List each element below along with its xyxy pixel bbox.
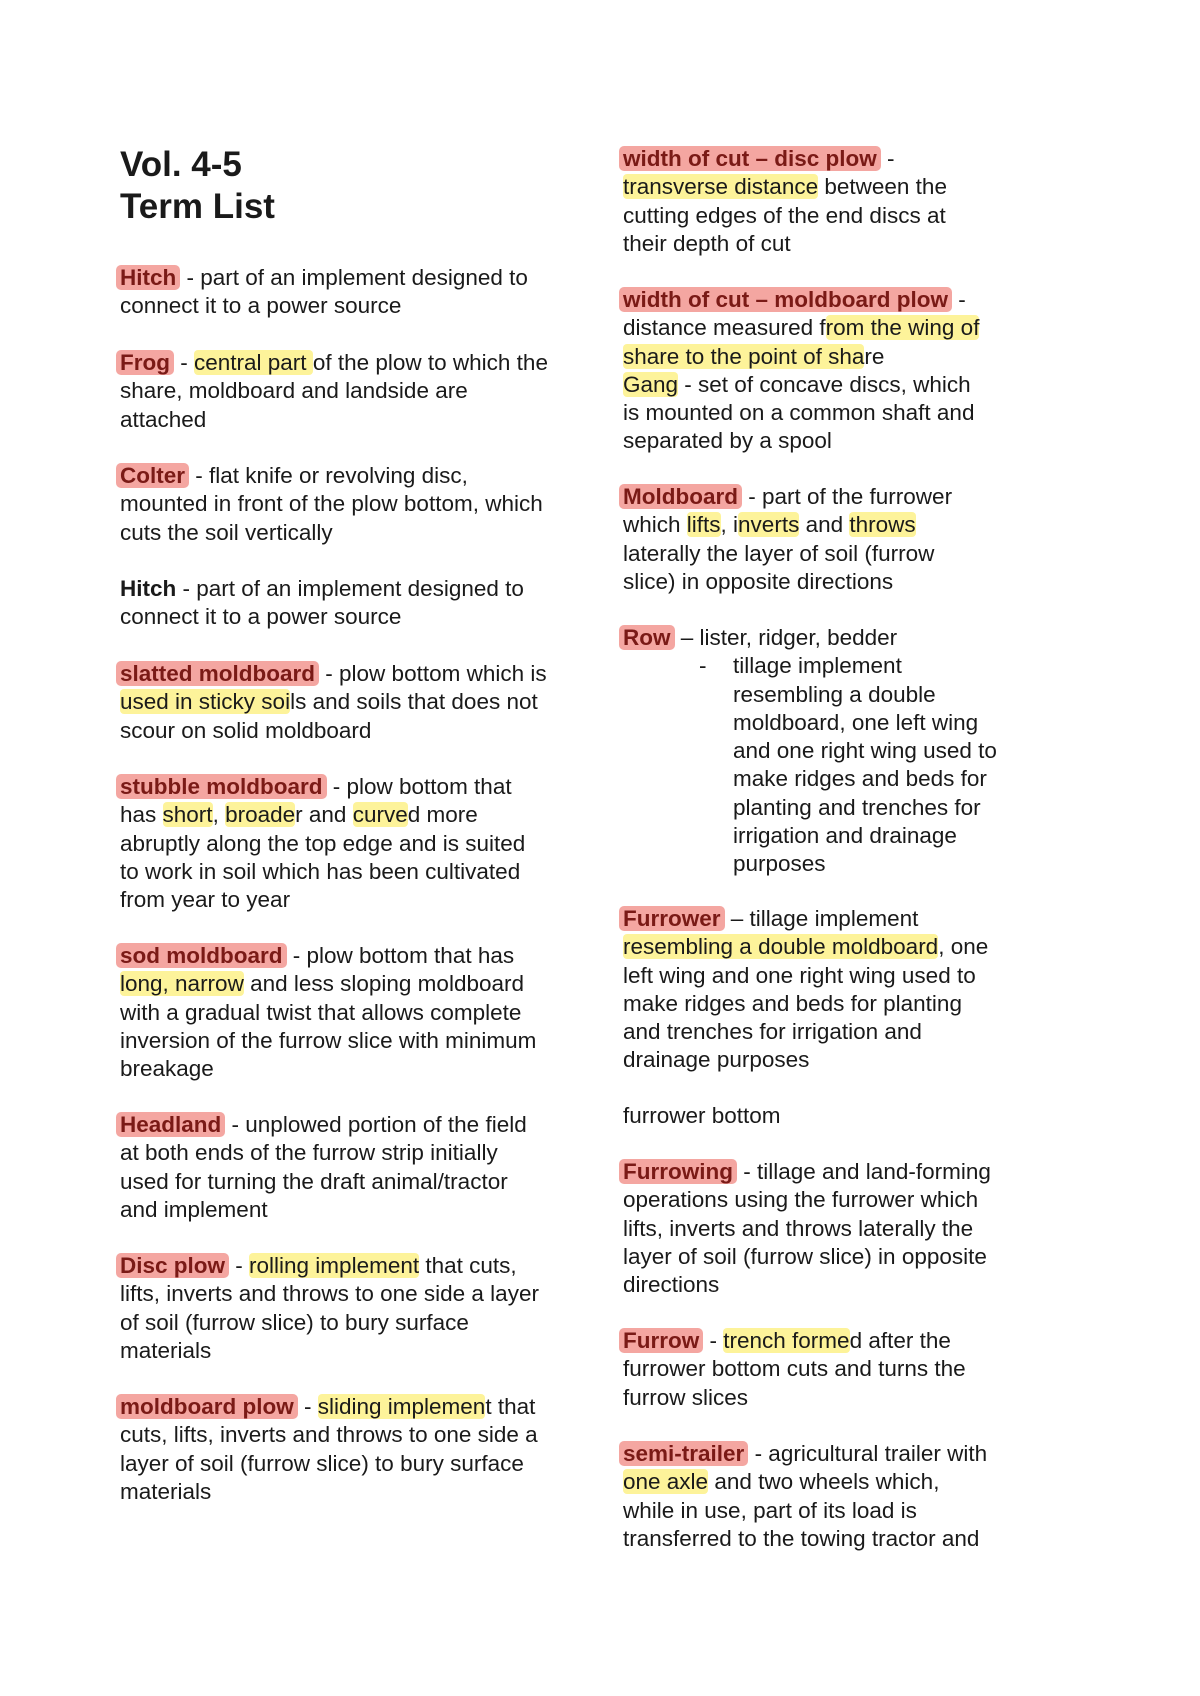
definition-text: and two wheels which, <box>708 1469 940 1495</box>
highlighted-text: trench forme <box>723 1328 850 1353</box>
highlighted-text: throws <box>849 512 916 538</box>
definition-text: - <box>229 1253 250 1278</box>
term-entry <box>623 1102 1043 1130</box>
text-line <box>623 681 1043 709</box>
text-line <box>120 1055 590 1083</box>
highlighted-text: lifts <box>686 512 721 538</box>
term-name: Disc plow <box>116 1253 229 1278</box>
term-entry <box>120 462 590 547</box>
highlighted-text: used in sticky soi <box>120 689 291 715</box>
definition-text: connect it to a power source <box>120 293 402 319</box>
text-line <box>623 371 1043 399</box>
definition-text: separated by a spool <box>623 428 832 454</box>
definition-text: - tillage and land-forming <box>736 1159 991 1184</box>
definition-text: and <box>799 512 850 538</box>
definition-text: operations using the furrower which <box>623 1187 979 1213</box>
title-line-volume: Vol. 4-5 <box>120 145 242 184</box>
definition-text: while in use, part of its load is <box>623 1497 917 1523</box>
highlighted-text: transverse distance <box>623 174 819 200</box>
term-entry <box>623 145 1043 258</box>
definition-text: lifts, inverts and throws to one side a layer <box>120 1281 539 1307</box>
text-line <box>623 343 1043 371</box>
definition-text: , <box>212 802 226 828</box>
highlighted-text: Gang <box>623 371 679 397</box>
text-line <box>120 1168 590 1196</box>
text-line <box>120 942 590 970</box>
definition-text: – tillage implement <box>724 906 919 931</box>
text-line <box>120 292 590 320</box>
text-line <box>120 264 590 292</box>
definition-text: - plow bottom which is <box>319 661 547 686</box>
term-name: Hitch <box>116 265 180 290</box>
highlighted-text: curve <box>352 802 408 828</box>
term-name: width of cut – moldboard plow <box>619 287 952 312</box>
title-line-term-list: Term List <box>120 187 275 226</box>
text-line <box>120 830 590 858</box>
definition-text: irrigation and drainage <box>733 823 957 849</box>
definition-text: connect it to a power source <box>120 604 402 630</box>
text-line <box>623 765 1043 793</box>
text-line <box>623 624 1043 652</box>
definition-text: - <box>297 1394 318 1419</box>
definition-text: of soil (furrow slice) to bury surface <box>120 1309 469 1335</box>
definition-text: directions <box>623 1272 720 1298</box>
text-line <box>623 1327 1043 1355</box>
text-line <box>623 511 1043 539</box>
term-name: Row <box>619 625 675 650</box>
text-line <box>120 1027 590 1055</box>
definition-text: drainage purposes <box>623 1047 810 1073</box>
page-title <box>120 144 275 228</box>
definition-text: make ridges and beds for planting <box>623 990 962 1016</box>
term-entry <box>120 264 590 321</box>
term-entry <box>120 773 590 914</box>
definition-text: breakage <box>120 1056 214 1082</box>
definition-text: - <box>174 350 194 375</box>
text-line <box>120 1450 590 1478</box>
text-line <box>623 1046 1043 1074</box>
text-line <box>120 999 590 1027</box>
text-line <box>623 794 1043 822</box>
definition-text: - <box>703 1328 724 1353</box>
definition-text: share, moldboard and landside are <box>120 378 468 404</box>
text-line <box>623 1215 1043 1243</box>
term-name: Furrow <box>619 1328 703 1353</box>
definition-text: re <box>864 343 885 369</box>
text-line <box>623 1018 1043 1046</box>
definition-text: make ridges and beds for <box>733 766 987 792</box>
highlighted-text: rom the wing of <box>825 315 980 341</box>
definition-text: laterally the layer of soil (furrow <box>623 540 935 566</box>
definition-text: - <box>951 287 966 312</box>
term-entry <box>623 1327 1043 1412</box>
definition-text: layer of soil (furrow slice) to bury surface <box>120 1450 524 1476</box>
text-line <box>623 286 1043 314</box>
term-name: Furrower <box>619 906 725 931</box>
text-line <box>120 1421 590 1449</box>
definition-text: left wing and one right wing used to <box>623 962 976 988</box>
term-name: Colter <box>116 463 189 488</box>
definition-text: cuts, lifts, inverts and throws to one side a <box>120 1422 538 1448</box>
text-line <box>120 603 590 631</box>
text-line <box>120 717 590 745</box>
definition-text: moldboard, one left wing <box>733 709 979 735</box>
definition-text: and one right wing used to <box>733 738 997 764</box>
definition-text: - unplowed portion of the field <box>225 1112 527 1137</box>
term-entry <box>623 286 1043 456</box>
definition-text: layer of soil (furrow slice) in opposite <box>623 1243 987 1269</box>
definition-text: - part of an implement designed to <box>180 265 528 290</box>
text-line <box>120 1337 590 1365</box>
definition-text: furrower bottom cuts and turns the <box>623 1356 966 1382</box>
definition-text: - part of an implement designed to <box>176 576 524 601</box>
text-line <box>623 483 1043 511</box>
bullet-dash: - <box>699 653 707 679</box>
text-line <box>120 970 590 998</box>
definition-text: furrower bottom <box>623 1103 781 1128</box>
definition-text: cutting edges of the end discs at <box>623 202 946 228</box>
text-line <box>623 540 1043 568</box>
term-entry <box>120 942 590 1083</box>
text-line <box>623 1468 1043 1496</box>
text-line <box>120 575 590 603</box>
definition-text: used for turning the draft animal/tractor <box>120 1168 508 1194</box>
definition-text: - plow bottom that has <box>286 943 515 968</box>
text-line <box>623 145 1043 173</box>
text-line <box>623 652 1043 680</box>
term-entry <box>120 1393 590 1506</box>
definition-text: inversion of the furrow slice with minimum <box>120 1027 537 1053</box>
highlighted-text: rolling implement <box>249 1253 420 1278</box>
term-name: Headland <box>116 1112 225 1137</box>
definition-text: slice) in opposite directions <box>623 568 894 594</box>
definition-text: and less sloping moldboard <box>243 971 525 997</box>
highlighted-text: one axle <box>623 1469 709 1495</box>
term-entry <box>120 575 590 632</box>
text-line <box>623 1158 1043 1186</box>
text-line <box>623 1384 1043 1412</box>
text-line <box>623 1525 1043 1553</box>
text-line <box>120 462 590 490</box>
definition-text: which <box>623 512 687 538</box>
definition-text: mounted in front of the plow bottom, which <box>120 491 543 517</box>
text-line <box>623 1243 1043 1271</box>
definition-text: has <box>120 802 163 828</box>
text-line <box>623 962 1043 990</box>
text-line <box>120 1111 590 1139</box>
text-line <box>120 1393 590 1421</box>
text-line <box>623 905 1043 933</box>
text-line <box>623 1355 1043 1383</box>
text-line <box>623 427 1043 455</box>
term-name: Furrowing <box>619 1159 737 1184</box>
definition-text: to work in soil which has been cultivated <box>120 858 521 884</box>
term-entry <box>623 905 1043 1075</box>
text-line <box>623 709 1043 737</box>
term-entry <box>120 349 590 434</box>
definition-text: tillage implement <box>733 653 902 679</box>
term-entry <box>120 660 590 745</box>
definition-text: is mounted on a common shaft and <box>623 400 975 426</box>
highlighted-text: long, narrow <box>120 971 244 997</box>
definition-text: lifts, inverts and throws laterally the <box>623 1215 974 1241</box>
term-entry <box>623 483 1043 596</box>
text-line <box>120 1309 590 1337</box>
text-line <box>120 688 590 716</box>
definition-text: distance measured f <box>623 315 826 341</box>
definition-text: and trenches for irrigation and <box>623 1019 922 1045</box>
text-line <box>120 406 590 434</box>
definition-text: d more <box>407 802 478 828</box>
definition-text: with a gradual twist that allows complete <box>120 999 522 1025</box>
text-line <box>623 1497 1043 1525</box>
definition-text: - plow bottom that <box>326 774 512 799</box>
term-entry <box>623 1158 1043 1299</box>
definition-text: - <box>880 146 895 171</box>
text-line <box>120 801 590 829</box>
definition-text: that cuts, <box>419 1253 517 1278</box>
definition-text: , one <box>938 934 989 960</box>
term-entry <box>623 624 1043 879</box>
term-entry <box>623 1440 1043 1553</box>
term-name: semi-trailer <box>619 1441 748 1466</box>
text-line <box>623 399 1043 427</box>
definition-text: from year to year <box>120 887 291 913</box>
text-line <box>623 1440 1043 1468</box>
highlighted-text: central part <box>194 350 313 375</box>
highlighted-text: resembling a double moldboard <box>623 934 939 960</box>
highlighted-text: share to the point of sha <box>623 343 865 369</box>
term-name: Moldboard <box>619 484 742 509</box>
definition-text: ls and soils that does not <box>290 689 538 715</box>
text-line <box>623 568 1043 596</box>
definition-text: scour on solid moldboard <box>120 717 372 743</box>
term-entry <box>120 1111 590 1224</box>
definition-text: furrow slices <box>623 1384 749 1410</box>
definition-text: purposes <box>733 851 826 877</box>
text-line <box>623 990 1043 1018</box>
definition-text: attached <box>120 406 207 432</box>
text-line <box>120 519 590 547</box>
definition-text: materials <box>120 1478 212 1504</box>
text-line <box>623 230 1043 258</box>
definition-text: and implement <box>120 1196 268 1222</box>
text-line <box>623 202 1043 230</box>
definition-text: of the plow to which the <box>312 350 548 375</box>
definition-text: between the <box>818 174 947 200</box>
term-name: slatted moldboard <box>116 661 319 686</box>
definition-text: - flat knife or revolving disc, <box>189 463 468 488</box>
text-line <box>120 660 590 688</box>
highlighted-text: sliding implemen <box>317 1394 486 1419</box>
text-line <box>120 773 590 801</box>
term-name: Hitch <box>120 576 177 601</box>
text-line <box>623 1102 1043 1130</box>
definition-text: transferred to the towing tractor and <box>623 1525 980 1551</box>
definition-text: , i <box>720 512 739 538</box>
text-line <box>623 822 1043 850</box>
definition-text: at both ends of the furrow strip initially <box>120 1140 498 1166</box>
term-name: moldboard plow <box>116 1394 298 1419</box>
text-line <box>623 933 1043 961</box>
definition-text: r and <box>295 802 353 828</box>
definition-text: abruptly along the top edge and is suited <box>120 830 526 856</box>
text-line <box>623 1271 1043 1299</box>
definition-text: d after the <box>849 1328 951 1353</box>
definition-text: t that <box>485 1394 536 1419</box>
text-line <box>623 737 1043 765</box>
term-name: sod moldboard <box>116 943 287 968</box>
definition-text: – lister, ridger, bedder <box>674 625 898 650</box>
definition-text: resembling a double <box>733 681 936 707</box>
highlighted-text: short <box>162 802 213 828</box>
text-line <box>120 490 590 518</box>
text-line <box>120 1280 590 1308</box>
text-line <box>623 173 1043 201</box>
definition-text: cuts the soil vertically <box>120 519 333 545</box>
definition-text: - part of the furrower <box>741 484 953 509</box>
text-line <box>120 1139 590 1167</box>
definition-text: - agricultural trailer with <box>748 1441 988 1466</box>
definition-text: - set of concave discs, which <box>678 371 971 397</box>
text-line <box>120 886 590 914</box>
text-line <box>623 314 1043 342</box>
definition-text: their depth of cut <box>623 230 791 256</box>
text-line <box>623 1186 1043 1214</box>
text-line <box>120 349 590 377</box>
text-line <box>120 1196 590 1224</box>
term-name: width of cut – disc plow <box>619 146 881 171</box>
highlighted-text: broade <box>225 802 296 828</box>
text-line <box>120 1252 590 1280</box>
definition-text: planting and trenches for <box>733 794 981 820</box>
term-entry <box>120 1252 590 1365</box>
highlighted-text: nverts <box>738 512 800 538</box>
term-name: Frog <box>116 350 174 375</box>
text-line <box>120 1478 590 1506</box>
definition-text: materials <box>120 1337 212 1363</box>
term-name: stubble moldboard <box>116 774 327 799</box>
text-line <box>120 858 590 886</box>
text-line <box>120 377 590 405</box>
text-line <box>623 850 1043 878</box>
